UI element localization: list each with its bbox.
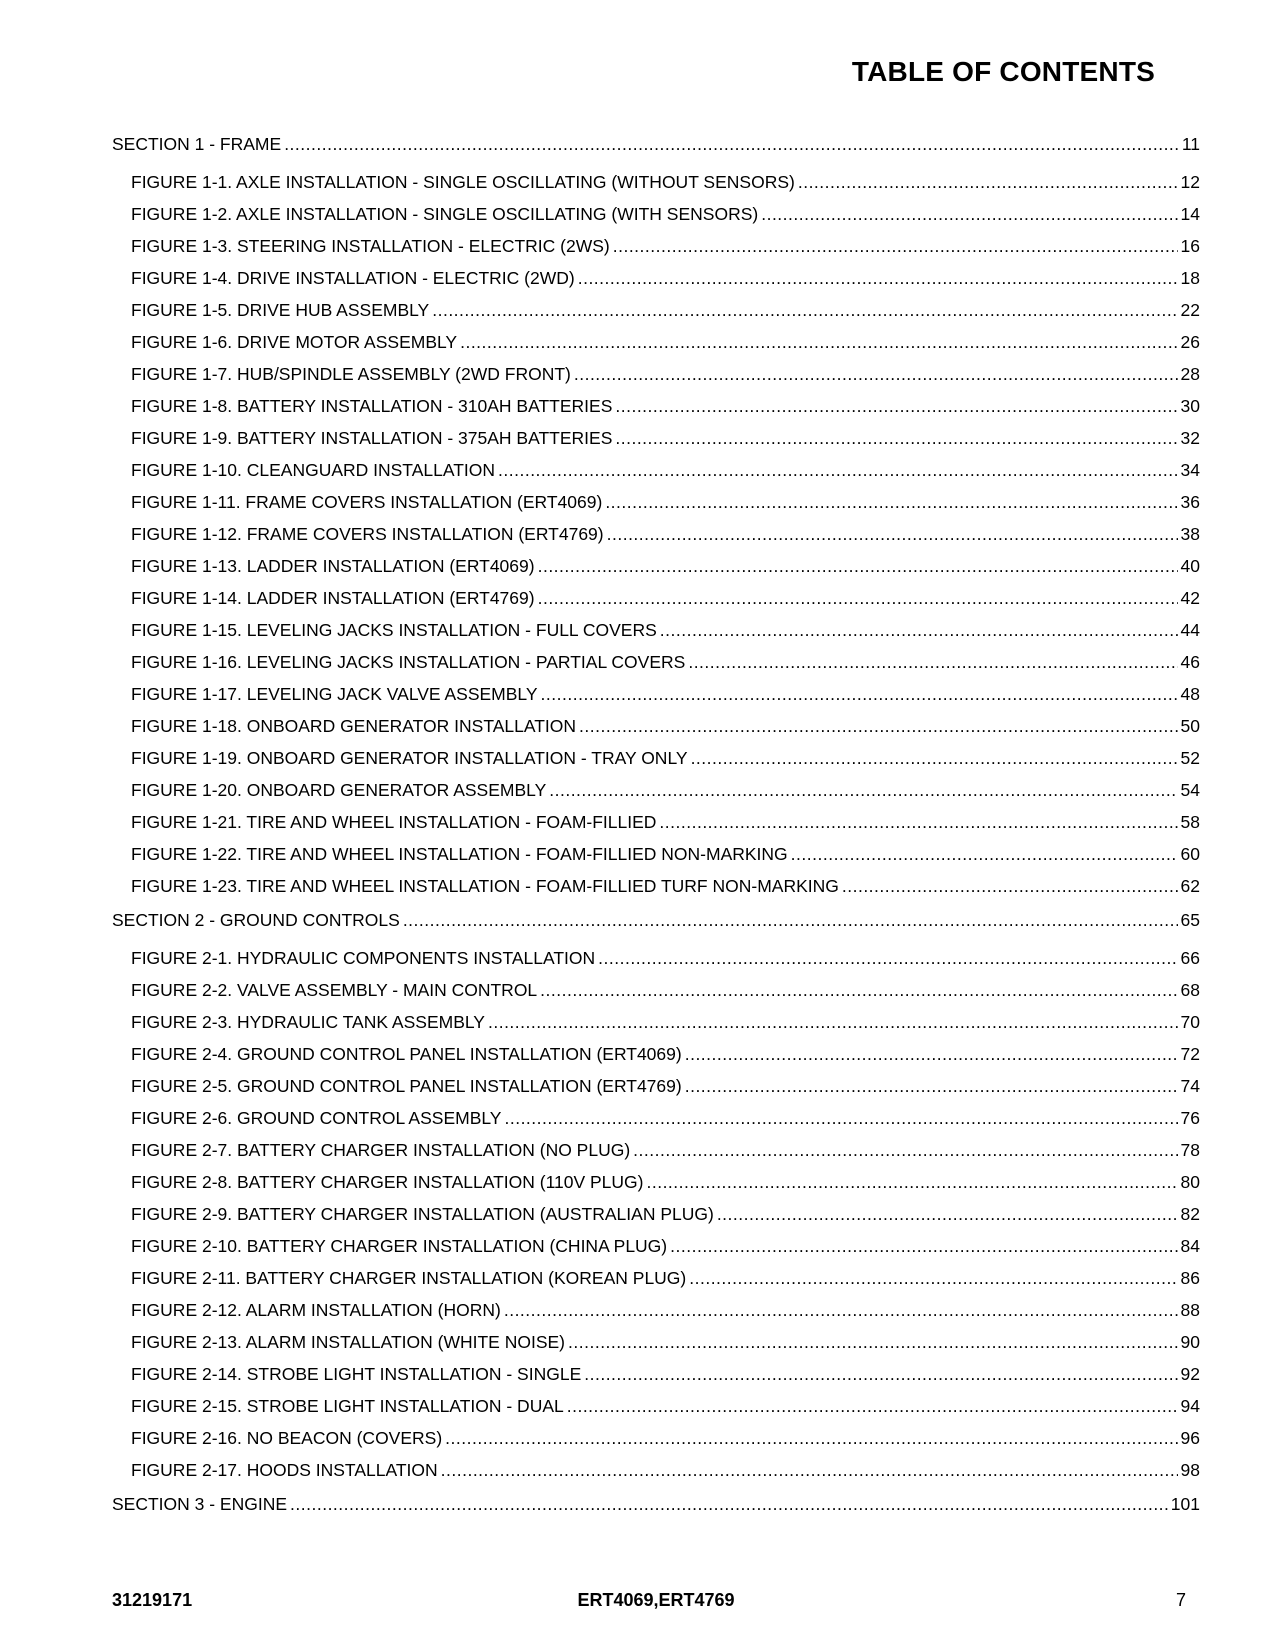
toc-entry-title: FIGURE 1-19. ONBOARD GENERATOR INSTALLATION - TRAY ONLY [131,748,688,768]
toc-figure-entry[interactable] [112,1294,1200,1326]
toc-dot-leader [685,1038,1178,1070]
toc-figure-entry[interactable] [112,486,1200,518]
toc-entry-title: FIGURE 2-6. GROUND CONTROL ASSEMBLY [131,1108,502,1128]
toc-entry-page: 46 [1180,652,1200,672]
toc-section-entry[interactable] [112,904,1200,938]
toc-section-entry[interactable] [112,128,1200,162]
toc-entry-page: 12 [1180,172,1200,192]
toc-entry-page: 74 [1180,1076,1200,1096]
toc-entry-title: FIGURE 2-15. STROBE LIGHT INSTALLATION - DUAL [131,1396,564,1416]
toc-entry-title: SECTION 1 - FRAME [112,134,282,154]
toc-entry-title: FIGURE 2-3. HYDRAULIC TANK ASSEMBLY [131,1012,485,1032]
toc-figure-entry[interactable] [112,710,1200,742]
toc-dot-leader [798,166,1178,198]
toc-entry-title: FIGURE 1-1. AXLE INSTALLATION - SINGLE OSCILLATING (WITHOUT SENSORS) [131,172,795,192]
toc-entry-page: 22 [1180,300,1200,320]
toc-dot-leader [441,1454,1178,1486]
toc-dot-leader [541,678,1178,710]
toc-entry-title: SECTION 2 - GROUND CONTROLS [112,910,400,930]
toc-entry-title: FIGURE 1-15. LEVELING JACKS INSTALLATION - FULL COVERS [131,620,657,640]
toc-entry-page: 38 [1180,524,1200,544]
toc-entry-title: FIGURE 1-12. FRAME COVERS INSTALLATION (ERT4769) [131,524,604,544]
toc-figure-entry[interactable] [112,1390,1200,1422]
toc-entry-title: FIGURE 1-2. AXLE INSTALLATION - SINGLE OSCILLATING (WITH SENSORS) [131,204,759,224]
toc-entry-page: 14 [1180,204,1200,224]
toc-entry-title: FIGURE 2-13. ALARM INSTALLATION (WHITE NOISE) [131,1332,566,1352]
toc-entry-title: FIGURE 1-11. FRAME COVERS INSTALLATION (ERT4069) [131,492,603,512]
toc-entry-title: FIGURE 1-8. BATTERY INSTALLATION - 310AH BATTERIES [131,396,613,416]
toc-entry-title: SECTION 3 - ENGINE [112,1494,288,1514]
toc-entry-title: FIGURE 1-21. TIRE AND WHEEL INSTALLATION - FOAM-FILLIED [131,812,657,832]
toc-dot-leader [290,1488,1168,1520]
page-number: 7 [1175,1590,1186,1610]
toc-dot-leader [689,1262,1177,1294]
toc-dot-leader [568,1326,1178,1358]
toc-dot-leader [488,1006,1178,1038]
toc-entry-page: 48 [1180,684,1200,704]
toc-entry-title: FIGURE 1-5. DRIVE HUB ASSEMBLY [131,300,430,320]
toc-dot-leader [538,550,1178,582]
toc-figure-entry[interactable] [112,614,1200,646]
toc-entry-page: 28 [1180,364,1200,384]
toc-dot-leader [574,358,1178,390]
toc-figure-entry[interactable] [112,294,1200,326]
toc-figure-entry[interactable] [112,1198,1200,1230]
toc-figure-entry[interactable] [112,230,1200,262]
toc-dot-leader [445,1422,1177,1454]
toc-entry-page: 36 [1180,492,1200,512]
toc-entry-title: FIGURE 1-17. LEVELING JACK VALVE ASSEMBLY [131,684,538,704]
toc-entry-title: FIGURE 2-2. VALVE ASSEMBLY - MAIN CONTROL [131,980,538,1000]
toc-dot-leader [284,128,1179,160]
toc-entry-page: 40 [1180,556,1200,576]
toc-entry-title: FIGURE 1-4. DRIVE INSTALLATION - ELECTRIC (2WD) [131,268,575,288]
toc-dot-leader [584,1358,1177,1390]
toc-entry-page: 90 [1180,1332,1200,1352]
toc-dot-leader [460,326,1177,358]
document-number: 31219171 [112,1590,193,1610]
toc-entry-page: 82 [1180,1204,1200,1224]
toc-figure-entry[interactable] [112,1166,1200,1198]
toc-figure-entry[interactable] [112,806,1200,838]
toc-entry-title: FIGURE 2-9. BATTERY CHARGER INSTALLATION (AUSTRALIAN PLUG) [131,1204,714,1224]
toc-dot-leader [761,198,1177,230]
table-of-contents [112,128,1200,1526]
toc-entry-page: 66 [1180,948,1200,968]
toc-figure-entry[interactable] [112,1038,1200,1070]
toc-entry-title: FIGURE 2-4. GROUND CONTROL PANEL INSTALLATION (ERT4069) [131,1044,682,1064]
toc-entry-title: FIGURE 2-14. STROBE LIGHT INSTALLATION - SINGLE [131,1364,582,1384]
toc-figure-entry[interactable] [112,390,1200,422]
toc-figure-entry[interactable] [112,582,1200,614]
toc-entry-title: FIGURE 2-11. BATTERY CHARGER INSTALLATION (KOREAN PLUG) [131,1268,687,1288]
model-numbers: ERT4069,ERT4769 [577,1590,735,1610]
toc-entry-title: FIGURE 1-14. LADDER INSTALLATION (ERT4769) [131,588,535,608]
toc-dot-leader [691,742,1178,774]
toc-entry-title: FIGURE 2-10. BATTERY CHARGER INSTALLATION (CHINA PLUG) [131,1236,668,1256]
toc-dot-leader [842,870,1178,902]
toc-entry-page: 42 [1180,588,1200,608]
toc-figure-entry[interactable] [112,1358,1200,1390]
toc-entry-title: FIGURE 1-18. ONBOARD GENERATOR INSTALLATION [131,716,577,736]
toc-entry-page: 98 [1180,1460,1200,1480]
toc-dot-leader [685,1070,1178,1102]
toc-entry-page: 88 [1180,1300,1200,1320]
toc-entry-title: FIGURE 1-10. CLEANGUARD INSTALLATION [131,460,496,480]
toc-dot-leader [688,646,1177,678]
toc-figure-entry[interactable] [112,1230,1200,1262]
toc-entry-page: 65 [1180,910,1200,930]
toc-dot-leader [598,942,1177,974]
toc-figure-entry[interactable] [112,454,1200,486]
toc-entry-page: 72 [1180,1044,1200,1064]
toc-figure-entry[interactable] [112,1070,1200,1102]
toc-dot-leader [646,1166,1177,1198]
toc-entry-page: 30 [1180,396,1200,416]
toc-entry-title: FIGURE 1-23. TIRE AND WHEEL INSTALLATION - FOAM-FILLIED TURF NON-MARKING [131,876,839,896]
toc-figure-entry[interactable] [112,1102,1200,1134]
toc-dot-leader [791,838,1178,870]
toc-entry-title: FIGURE 1-13. LADDER INSTALLATION (ERT4069) [131,556,535,576]
toc-entry-page: 92 [1180,1364,1200,1384]
toc-figure-entry[interactable] [112,646,1200,678]
toc-figure-entry[interactable] [112,518,1200,550]
toc-figure-entry[interactable] [112,870,1200,902]
toc-figure-entry[interactable] [112,198,1200,230]
toc-entry-page: 101 [1170,1494,1200,1514]
toc-entry-page: 32 [1180,428,1200,448]
toc-dot-leader [540,974,1177,1006]
toc-dot-leader [579,710,1177,742]
toc-entry-page: 80 [1180,1172,1200,1192]
toc-entry-page: 54 [1180,780,1200,800]
toc-entry-title: FIGURE 1-6. DRIVE MOTOR ASSEMBLY [131,332,458,352]
toc-dot-leader [607,518,1178,550]
toc-dot-leader [613,230,1178,262]
toc-figure-entry[interactable] [112,1422,1200,1454]
toc-figure-entry[interactable] [112,974,1200,1006]
toc-dot-leader [403,904,1178,936]
toc-entry-title: FIGURE 2-7. BATTERY CHARGER INSTALLATION (NO PLUG) [131,1140,631,1160]
toc-dot-leader [605,486,1177,518]
toc-entry-title: FIGURE 2-8. BATTERY CHARGER INSTALLATION (110V PLUG) [131,1172,644,1192]
toc-figure-entry[interactable] [112,742,1200,774]
toc-entry-title: FIGURE 2-17. HOODS INSTALLATION [131,1460,438,1480]
toc-figure-entry[interactable] [112,1454,1200,1486]
toc-dot-leader [504,1102,1177,1134]
page-footer [112,1590,1200,1620]
toc-entry-page: 11 [1181,134,1200,154]
toc-dot-leader [549,774,1177,806]
toc-entry-page: 96 [1180,1428,1200,1448]
toc-figure-entry[interactable] [112,166,1200,198]
toc-dot-leader [432,294,1177,326]
toc-dot-leader [498,454,1178,486]
toc-entry-page: 68 [1180,980,1200,1000]
toc-dot-leader [538,582,1178,614]
toc-entry-title: FIGURE 1-16. LEVELING JACKS INSTALLATION - PARTIAL COVERS [131,652,686,672]
toc-entry-page: 34 [1180,460,1200,480]
toc-entry-page: 26 [1180,332,1200,352]
toc-entry-page: 84 [1180,1236,1200,1256]
toc-figure-entry[interactable] [112,678,1200,710]
toc-entry-page: 70 [1180,1012,1200,1032]
toc-entry-title: FIGURE 2-16. NO BEACON (COVERS) [131,1428,443,1448]
toc-dot-leader [660,614,1178,646]
toc-dot-leader [633,1134,1177,1166]
toc-figure-entry[interactable] [112,1134,1200,1166]
toc-entry-page: 18 [1180,268,1200,288]
toc-entry-title: FIGURE 2-5. GROUND CONTROL PANEL INSTALLATION (ERT4769) [131,1076,682,1096]
toc-section-entry[interactable] [112,1488,1200,1522]
toc-entry-page: 78 [1180,1140,1200,1160]
toc-figure-entry[interactable] [112,1006,1200,1038]
toc-entry-page: 52 [1180,748,1200,768]
toc-dot-leader [659,806,1177,838]
toc-dot-leader [670,1230,1177,1262]
toc-figure-entry[interactable] [112,262,1200,294]
toc-entry-page: 94 [1180,1396,1200,1416]
toc-entry-title: FIGURE 1-20. ONBOARD GENERATOR ASSEMBLY [131,780,547,800]
toc-figure-entry[interactable] [112,326,1200,358]
toc-figure-entry[interactable] [112,942,1200,974]
toc-entry-page: 60 [1180,844,1200,864]
toc-dot-leader [578,262,1178,294]
toc-entry-page: 62 [1180,876,1200,896]
toc-dot-leader [615,422,1177,454]
toc-entry-title: FIGURE 1-22. TIRE AND WHEEL INSTALLATION - FOAM-FILLIED NON-MARKING [131,844,788,864]
toc-dot-leader [717,1198,1178,1230]
toc-entry-page: 16 [1180,236,1200,256]
toc-entry-page: 58 [1180,812,1200,832]
toc-figure-entry[interactable] [112,838,1200,870]
toc-entry-title: FIGURE 2-12. ALARM INSTALLATION (HORN) [131,1300,501,1320]
toc-entry-title: FIGURE 2-1. HYDRAULIC COMPONENTS INSTALLATION [131,948,596,968]
toc-figure-entry[interactable] [112,550,1200,582]
toc-entry-page: 50 [1180,716,1200,736]
toc-entry-page: 76 [1180,1108,1200,1128]
toc-dot-leader [567,1390,1178,1422]
toc-entry-page: 86 [1180,1268,1200,1288]
toc-figure-entry[interactable] [112,1326,1200,1358]
toc-entry-title: FIGURE 1-9. BATTERY INSTALLATION - 375AH BATTERIES [131,428,613,448]
toc-figure-entry[interactable] [112,358,1200,390]
toc-entry-title: FIGURE 1-7. HUB/SPINDLE ASSEMBLY (2WD FRONT) [131,364,571,384]
toc-figure-entry[interactable] [112,774,1200,806]
toc-figure-entry[interactable] [112,422,1200,454]
toc-entry-page: 44 [1180,620,1200,640]
page-title: TABLE OF CONTENTS [851,56,1155,87]
toc-dot-leader [504,1294,1178,1326]
toc-dot-leader [615,390,1177,422]
toc-entry-title: FIGURE 1-3. STEERING INSTALLATION - ELECTRIC (2WS) [131,236,610,256]
toc-figure-entry[interactable] [112,1262,1200,1294]
